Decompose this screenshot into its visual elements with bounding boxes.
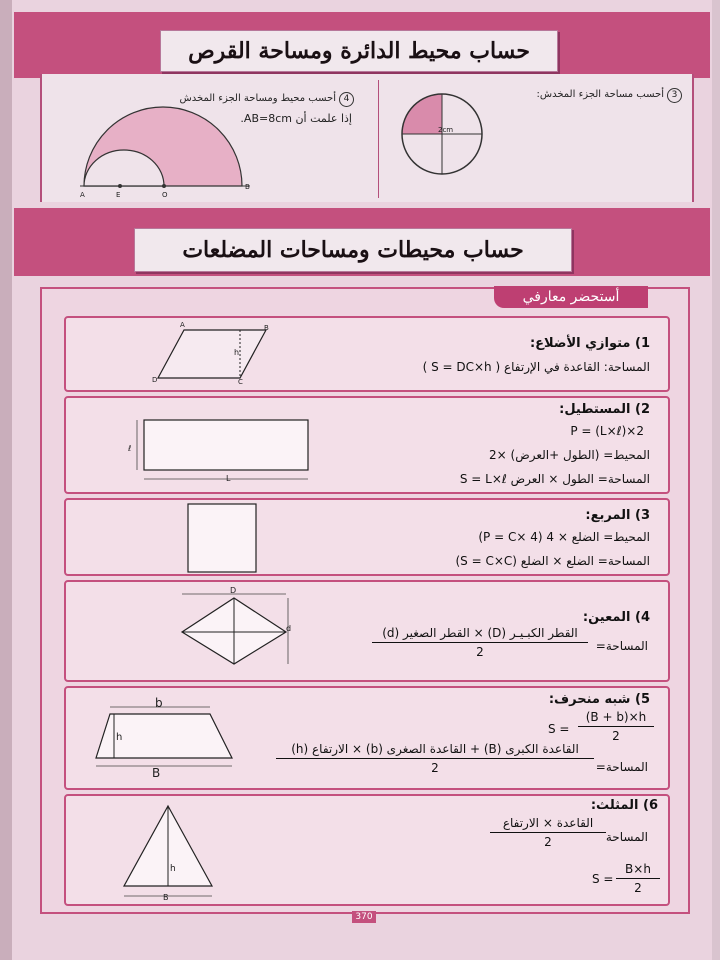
trapezoid-formula-fraction bbox=[578, 710, 654, 743]
triangle-formula-numerator: B×h bbox=[616, 862, 660, 879]
rhombus-fraction bbox=[372, 626, 588, 659]
rectangle-perimeter: المحيط= (الطول +العرض) ×2 bbox=[489, 448, 650, 462]
point-b-label: B bbox=[245, 183, 250, 191]
trapezoid-heading: 5) شبه منحرف: bbox=[548, 692, 650, 707]
point-a-label: A bbox=[80, 191, 85, 199]
rhombus-heading: 4) المعين: bbox=[582, 610, 650, 625]
rhombus-label-big: D bbox=[230, 586, 237, 595]
exercise3-number: 3 bbox=[667, 88, 682, 103]
square-heading: 3) المربع: bbox=[585, 508, 650, 523]
triangle-denominator: 2 bbox=[544, 835, 552, 849]
rhombus-figure bbox=[178, 592, 298, 668]
trapezoid-area-label: المساحة= bbox=[595, 760, 648, 774]
parallelogram-label-c: C bbox=[238, 378, 243, 386]
exercise4-semicircle-figure bbox=[80, 78, 260, 188]
exercise3-radius-label: 2cm bbox=[438, 126, 454, 134]
page-number: 370 bbox=[352, 911, 376, 923]
triangle-formula-denominator: 2 bbox=[634, 881, 642, 895]
rectangle-area: المساحة= الطول × العرض S = L×ℓ bbox=[459, 472, 650, 486]
trapezoid-label-h: h bbox=[116, 732, 123, 743]
square-area: المساحة= الضلع × الضلع (S = C×C) bbox=[455, 554, 650, 568]
rectangle-perimeter-formula: P = (L×ℓ)×2 bbox=[570, 424, 644, 438]
rhombus-numerator: القطر الكبـيـر (D) × القطر الصغير (d) bbox=[372, 626, 588, 643]
page-edge bbox=[712, 0, 720, 960]
trapezoid-label-b: b bbox=[155, 696, 163, 710]
parallelogram-figure bbox=[152, 322, 282, 386]
triangle-fraction bbox=[490, 816, 606, 849]
trapezoid-figure bbox=[92, 704, 242, 780]
section2-title: حساب محيطات ومساحات المضلعات bbox=[134, 228, 572, 272]
trapezoid-label-big-b: B bbox=[152, 766, 161, 780]
parallelogram-heading: 1) متوازي الأضلاع: bbox=[529, 336, 650, 351]
parallelogram-label-h: h bbox=[234, 348, 240, 357]
exercise4-number: 4 bbox=[339, 92, 354, 107]
triangle-figure bbox=[120, 800, 220, 900]
square-perimeter: المحيط= الضلع × 4 (P = C× 4) bbox=[478, 530, 650, 544]
triangle-formula-lhs: S = bbox=[592, 872, 614, 886]
remember-tab: أستحضر معارفي bbox=[494, 286, 648, 308]
triangle-label-h: h bbox=[170, 864, 176, 874]
triangle-heading: 6) المثلث: bbox=[590, 798, 658, 813]
page-shadow bbox=[0, 0, 12, 960]
trapezoid-formula-numerator: (B + b)×h bbox=[578, 710, 654, 727]
parallelogram-area: المساحة: القاعدة في الإرتفاع ( S = DC×h ) bbox=[422, 360, 650, 374]
parallelogram-label-d: D bbox=[152, 376, 158, 384]
exercise3-circle bbox=[394, 94, 494, 194]
square-figure bbox=[186, 502, 260, 576]
rhombus-area-label: المساحة= bbox=[595, 639, 648, 653]
exercise4-label: أحسب محيط ومساحة الجزء المخدش bbox=[179, 93, 336, 104]
triangle-area-label: المساحة bbox=[605, 830, 648, 844]
triangle-label-b: B bbox=[163, 893, 169, 902]
rectangle-figure bbox=[134, 416, 314, 482]
section1-title: حساب محيط الدائرة ومساحة القرص bbox=[160, 30, 558, 72]
rectangle-label-w: ℓ bbox=[128, 444, 132, 453]
trapezoid-formula-denominator: 2 bbox=[612, 729, 620, 743]
exercises-divider bbox=[378, 80, 379, 198]
exercise4-line2: إذا علمت أن AB=8cm. bbox=[240, 112, 352, 125]
rhombus-denominator: 2 bbox=[476, 645, 484, 659]
triangle-formula-fraction bbox=[616, 862, 660, 895]
trapezoid-formula-lhs: S = bbox=[548, 722, 570, 736]
parallelogram-label-a: A bbox=[180, 321, 185, 329]
parallelogram-label-b: B bbox=[264, 324, 269, 332]
triangle-numerator: القاعدة × الارتفاع bbox=[490, 816, 606, 833]
point-o-label: O bbox=[162, 191, 168, 199]
rhombus-label-small: d bbox=[286, 624, 292, 633]
exercise3-text bbox=[537, 88, 683, 103]
exercise3-label: أحسب مساحة الجزء المخدش: bbox=[536, 89, 664, 100]
trapezoid-fraction bbox=[276, 742, 594, 775]
rectangle-label-l: L bbox=[226, 474, 231, 483]
trapezoid-numerator: القاعدة الكبرى (B) + القاعدة الصغرى (b) × الارتفاع (h) bbox=[276, 742, 594, 759]
trapezoid-denominator: 2 bbox=[431, 761, 439, 775]
point-e-label: E bbox=[116, 191, 121, 199]
rectangle-heading: 2) المستطيل: bbox=[559, 402, 650, 417]
